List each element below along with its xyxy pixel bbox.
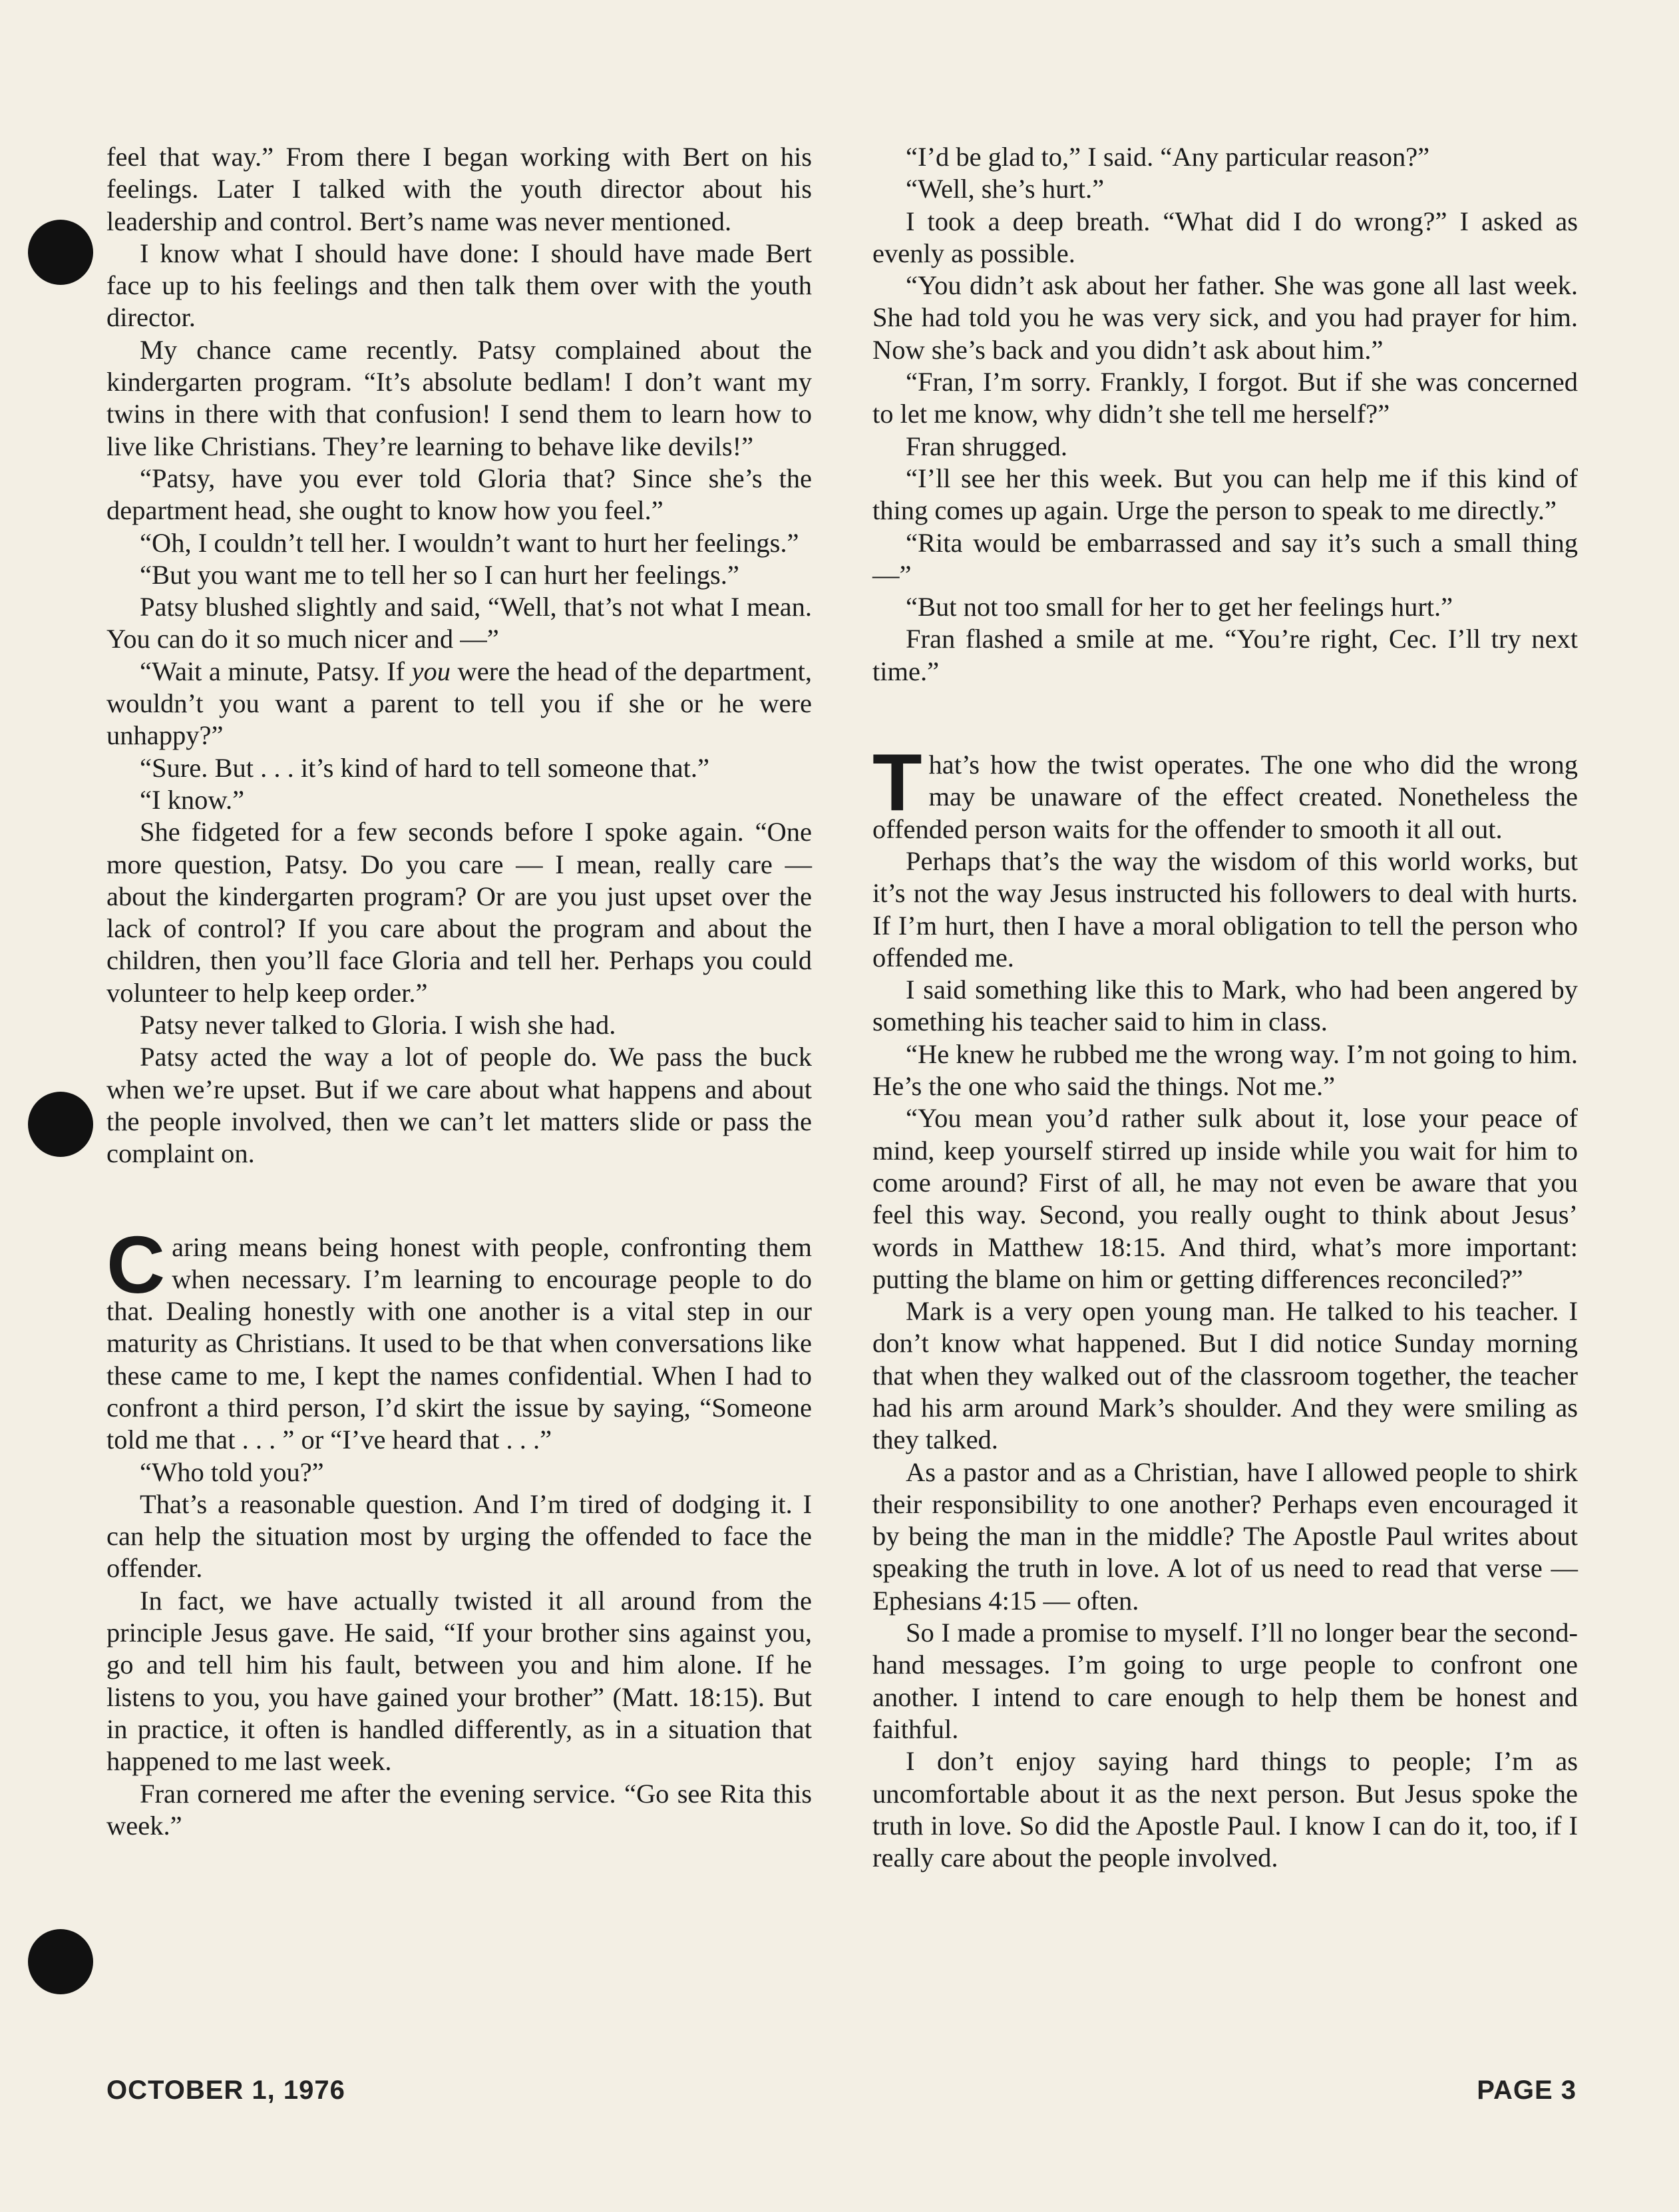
- paragraph: “I’ll see her this week. But you can help me if this kind of thing comes up again. Urge the person to speak to me directly.”: [872, 463, 1578, 526]
- paragraph: Fran cornered me after the evening service. “Go see Rita this week.”: [106, 1778, 812, 1841]
- paragraph: In fact, we have actually twisted it all around from the principle Jesus gave. He said, “If your brother sins against you, go and tell him his fault, between you and him alone. If he listens to you, you have gained your brother” (Matt. 18:15). But in practice, it often is handled differently, as in a situation that happened to me last week.: [106, 1585, 812, 1777]
- paragraph: “Patsy, have you ever told Gloria that? Since she’s the department head, she ought to know how you feel.”: [106, 463, 812, 526]
- paragraph: “You didn’t ask about her father. She was gone all last week. She had told you he was very sick, and you had prayer for him. Now she’s back and you didn’t ask about him.”: [872, 270, 1578, 365]
- dropcap-letter: T: [872, 737, 922, 828]
- text-run: aring means being honest with people, confronting them when necessary. I’m learning to encourage people to do that. Dealing honestly with one another is a vital step in our maturity as Christians. It used to be that when conversations like these came to me, I kept the names confidential. When I had to confront a third person, I’d skirt the issue by saying, “Someone told me that . . . ” or “I’ve heard that . . .”: [106, 1231, 812, 1455]
- paragraph: I took a deep breath. “What did I do wrong?” I asked as evenly as possible.: [872, 206, 1578, 268]
- paragraph: Perhaps that’s the way the wisdom of this world works, but it’s not the way Jesus instructed his followers to deal with hurts. If I’m hurt, then I have a moral obligation to tell the person who offended me.: [872, 845, 1578, 973]
- punch-hole-top: [28, 220, 93, 285]
- paragraph: “Well, she’s hurt.”: [906, 174, 1105, 204]
- paragraph: My chance came recently. Patsy complained about the kindergarten program. “It’s absolute bedlam! I don’t want my twins in there with that confusion! I send them to learn how to live like Christians. They’re learning to behave like devils!”: [106, 334, 812, 461]
- section-break: [106, 1170, 812, 1231]
- paragraph: “Rita would be embarrassed and say it’s such a small thing —”: [872, 527, 1578, 590]
- paragraph: “I’d be glad to,” I said. “Any particular reason?”: [906, 142, 1430, 172]
- paragraph: “But not too small for her to get her feelings hurt.”: [906, 592, 1453, 622]
- paragraph: Fran shrugged.: [906, 431, 1067, 461]
- left-column: [106, 141, 812, 1842]
- section-break: [872, 688, 1578, 749]
- paragraph: Mark is a very open young man. He talked to his teacher. I don’t know what happened. But I did notice Sunday morning that when they walked out of the classroom together, the teacher had his arm around Mark’s shoulder. And they were smiling as they talked.: [872, 1296, 1578, 1455]
- emphasis-you: you: [411, 656, 451, 686]
- text-run: were the head of the department, wouldn’t you want a parent to tell you if she or he were unhappy?”: [106, 656, 812, 751]
- paragraph: That’s a reasonable question. And I’m tired of dodging it. I can help the situation most by urging the offended to face the offender.: [106, 1488, 812, 1584]
- paragraph: “I know.”: [140, 784, 245, 815]
- paragraph: Patsy acted the way a lot of people do. We pass the buck when we’re upset. But if we care about what happens and about the people involved, then we can’t let matters slide or pass the complaint on.: [106, 1042, 812, 1169]
- right-column: [872, 141, 1578, 1874]
- paragraph: “Sure. But . . . it’s kind of hard to tell someone that.”: [140, 752, 709, 783]
- paragraph-with-dropcap: [872, 737, 1578, 845]
- text-run: hat’s how the twist operates. The one who did the wrong may be unaware of the effect created. Nonetheless the offended person waits for the offender to smooth it all out.: [872, 750, 1578, 844]
- footer-date: OCTOBER 1, 1976: [106, 2076, 345, 2105]
- footer-page-number: PAGE 3: [1477, 2076, 1577, 2105]
- punch-hole-bottom: [28, 1929, 93, 1994]
- paragraph: “Fran, I’m sorry. Frankly, I forgot. But if she was concerned to let me know, why didn’t she tell me herself?”: [872, 367, 1578, 429]
- paragraph: As a pastor and as a Christian, have I allowed people to shirk their responsibility to one another? Perhaps even encouraged it by being the man in the middle? The Apostle Paul writes about speaking the truth in love. A lot of us need to read that verse — Ephesians 4:15 — often.: [872, 1456, 1578, 1616]
- paragraph: She fidgeted for a few seconds before I spoke again. “One more question, Patsy. Do you care — I mean, really care — about the kindergarten program? Or are you just upset over the lack of control? If you care about the program and about the children, then you’ll face Gloria and tell her. Perhaps you could volunteer to help keep order.”: [106, 817, 812, 1008]
- paragraph: [106, 656, 812, 752]
- paragraph: I know what I should have done: I should have made Bert face up to his feelings and then talk them over with the youth director.: [106, 238, 812, 333]
- paragraph: So I made a promise to myself. I’ll no longer bear the second-hand messages. I’m going to urge people to confront one another. I intend to care enough to help them be honest and faithful.: [872, 1618, 1578, 1744]
- dropcap-letter: C: [106, 1219, 166, 1310]
- paragraph: Patsy never talked to Gloria. I wish she had.: [140, 1010, 616, 1040]
- paragraph: I said something like this to Mark, who had been angered by something his teacher said to him in class.: [872, 975, 1578, 1037]
- paragraph: Fran flashed a smile at me. “You’re right, Cec. I’ll try next time.”: [872, 624, 1578, 686]
- paragraph: “Oh, I couldn’t tell her. I wouldn’t want to hurt her feelings.”: [140, 527, 799, 558]
- paragraph: feel that way.” From there I began working with Bert on his feelings. Later I talked with the youth director about his leadership and control. Bert’s name was never mentioned.: [106, 142, 812, 236]
- paragraph: “But you want me to tell her so I can hurt her feelings.”: [140, 559, 739, 590]
- paragraph-with-dropcap: [106, 1219, 812, 1456]
- text-run: “Wait a minute, Patsy. If: [140, 656, 412, 686]
- paragraph: “You mean you’d rather sulk about it, lose your peace of mind, keep yourself stirred up inside while you wait for him to come around? First of all, he may not even be aware that you feel this way. Second, you really ought to think about Jesus’ words in Matthew 18:15. And third, what’s more important: putting the blame on him or getting differences reconciled?”: [872, 1103, 1578, 1294]
- paragraph: “Who told you?”: [140, 1456, 324, 1487]
- paragraph: “He knew he rubbed me the wrong way. I’m not going to him. He’s the one who said the things. Not me.”: [872, 1038, 1578, 1102]
- paragraph: Patsy blushed slightly and said, “Well, that’s not what I mean. You can do it so much nicer and —”: [106, 592, 812, 654]
- punch-hole-middle: [28, 1092, 93, 1157]
- paragraph: I don’t enjoy saying hard things to people; I’m as uncomfortable about it as the next person. But Jesus spoke the truth in love. So did the Apostle Paul. I know I can do it, too, if I really care about the people involved.: [872, 1746, 1578, 1873]
